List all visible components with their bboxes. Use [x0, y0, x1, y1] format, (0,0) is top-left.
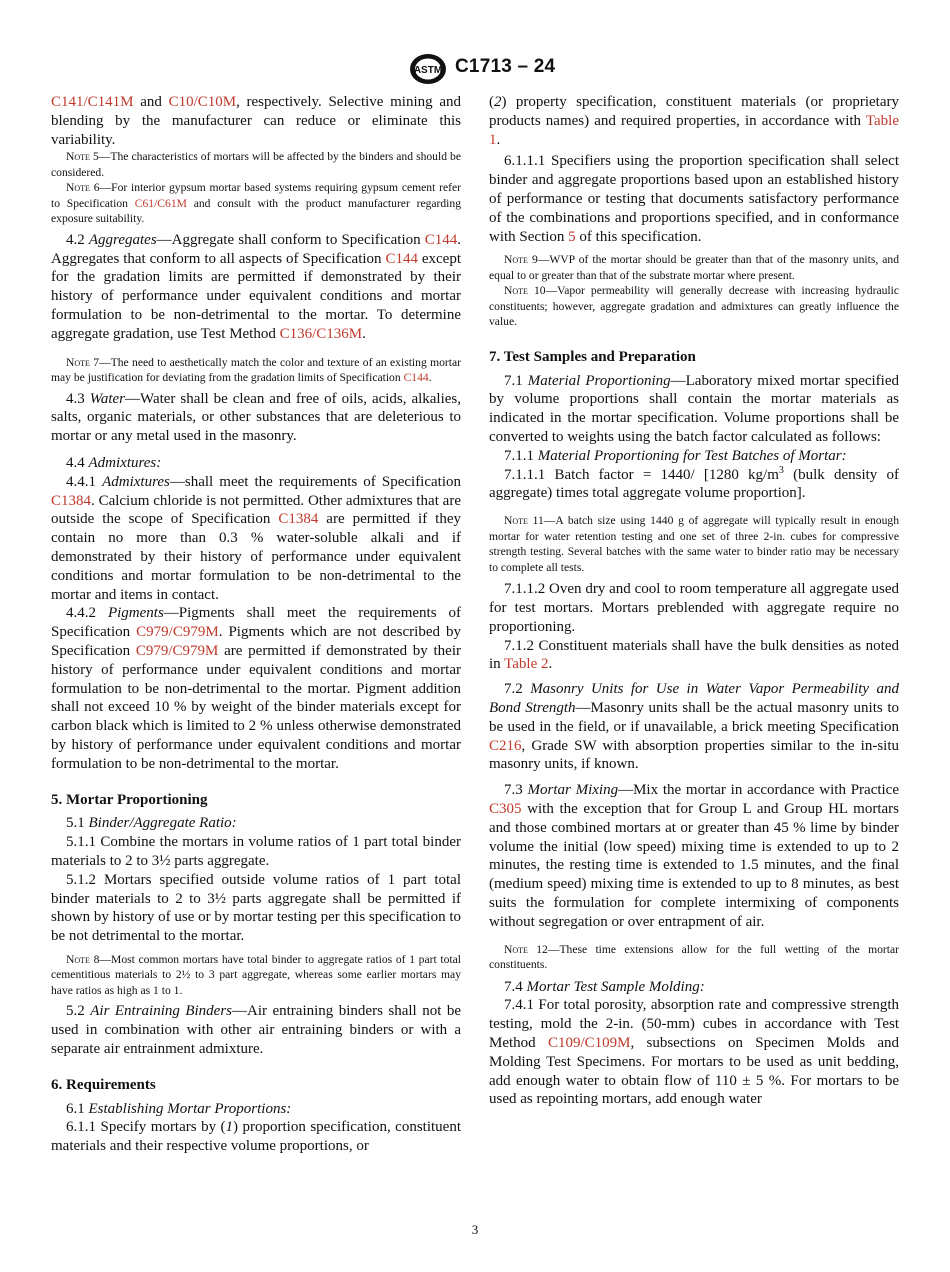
section-heading-6: 6. Requirements — [51, 1076, 156, 1093]
section-heading-5: 5. Mortar Proportioning — [51, 791, 208, 808]
paragraph-4-1-continued: C141/C141M and C10/C10M, respectively. Selective mining and blending by the manufacturer can reduce or eliminate this variability. — [51, 94, 461, 148]
paragraph-7-1-2: 7.1.2 Constituent materials shall have the bulk densities as noted in Table 2. — [489, 637, 899, 673]
page-number: 3 — [471, 1222, 479, 1237]
note-5: Note 5—The characteristics of mortars will be affected by the binders and should be considered. — [51, 150, 461, 179]
svg-text:ASTM: ASTM — [413, 65, 443, 76]
ref-link-c141[interactable]: C141/C141M — [51, 94, 134, 110]
paragraph-4-4-2: 4.4.2 Pigments—Pigments shall meet the requirements of Specification C979/C979M. Pigments which are not described by Specification C979/C979M are permitted if demonstrated by their history of performance under equivalent conditions and mortar formulation to be non-detrimental to the mortar. Pigment addition shall not exceed 10 % by weight of the binder materials except for carbon black which is limited to 2 % unless otherwise demonstrated by history of performance under equivalent conditions and mortar formulation to be non-detrimental to the mortar. — [51, 605, 462, 772]
document-designation: C1713 – 24 — [455, 56, 556, 77]
ref-link-c979[interactable]: C979/C979M — [135, 643, 219, 660]
ref-link-table-2[interactable]: Table 2 — [504, 656, 549, 673]
ref-link-c144[interactable]: C144 — [403, 371, 429, 385]
paragraph-7-4-1: 7.4.1 For total porosity, absorption rate and compressive strength testing, mold the 2-in. (50-mm) cubes in accordance with Test Method C109/C109M, subsections on Specimen Molds and Molding Test Specimens. For mortars to be used as unit bedding, add enough water to obtain flow of 110 ± 5 %. For mortars to be used as repointing mortars, add enough water — [489, 997, 899, 1108]
ref-link-c61[interactable]: C61/C61M — [134, 196, 187, 210]
paragraph-4-4-1: 4.4.1 Admixtures—shall meet the requirements of Specification C1384. Calcium chloride is not permitted. Other admixtures that are outside the scope of Specification C1384 are permitted if they contain no more than 0.3 % water-soluble alkali and if demonstrated by their history of performance under equivalent conditions and mortar formulation to be non-detrimental to the mortar and items in contact. — [51, 473, 462, 603]
paragraph-5-1-1: 5.1.1 Combine the mortars in volume ratios of 1 part total binder materials to 2 to 3½ parts aggregate. — [51, 834, 461, 869]
paragraph-7-4: 7.4 Mortar Test Sample Molding: — [504, 978, 705, 995]
paragraph-4-2: 4.2 Aggregates—Aggregate shall conform to Specification C144. Aggregates that conform to all aspects of Specification C144 except for the gradation limits are permitted if demonstrated by their history of performance under equivalent conditions and mortar formulation to be non-detrimental to the mortar. To determine aggregate gradation, use Test Method C136/C136M. — [51, 231, 462, 342]
note-12: Note 12—These time extensions allow for the full wetting of the mortar constituents. — [489, 942, 899, 972]
note-7: Note 7—The need to aesthetically match the color and texture of an existing mortar may be justification for deviating from the gradation limits of Specification C144. — [51, 355, 461, 385]
note-11: Note 11—A batch size using 1440 g of aggregate will typically result in enough mortar for water retention testing and one set of three 2-in. cubes for compressive strength testing. Several batches with the same water to binder ratio may be necessary to complete all tests. — [489, 514, 899, 574]
paragraph-7-3: 7.3 Mortar Mixing—Mix the mortar in accordance with Practice C305 with the exception that for Group L and Group HL mortars and those combined mortars at or greater than 45 % lime by binder volume the initial (low speed) mixing time is extended to up to 2 minutes, the resting time is extended to 1.5 minutes, and the final (medium speed) mixing time is extended to up to 8 minutes, as best suits the formulation for complete intermixing of components without segregation or over entrapment of air. — [489, 782, 899, 930]
paragraph-6-1: 6.1 Establishing Mortar Proportions: — [66, 1100, 292, 1117]
page-header — [0, 52, 950, 88]
paragraph-6-1-1: 6.1.1 Specify mortars by (1) proportion specification, constituent materials and their respective volume proportions, or — [51, 1119, 461, 1155]
ref-link-c305[interactable]: C305 — [489, 801, 522, 818]
ref-link-table-1[interactable]: Table 1 — [489, 112, 899, 148]
paragraph-6-1-1-1: 6.1.1.1 Specifiers using the proportion specification shall select binder and aggregate proportions based upon an established history of performance or testing that documents satisfactory performance of the combinations and proportions specified, and in conformance with Section 5 of this specification. — [489, 153, 899, 245]
right-column — [489, 93, 899, 1109]
note-9: Note 9—WVP of the mortar should be greater than that of the masonry units, and equal to or greater than that of the substrate mortar where present. — [489, 253, 899, 282]
section-heading-7: 7. Test Samples and Preparation — [489, 348, 696, 365]
paragraph-4-4: 4.4 Admixtures: — [66, 455, 162, 472]
ref-link-c979[interactable]: C979/C979M — [136, 624, 219, 641]
paragraph-7-1-1: 7.1.1 Material Proportioning for Test Batches of Mortar: — [504, 447, 847, 464]
ref-link-c136[interactable]: C136/C136M — [279, 325, 363, 342]
ref-link-c1384[interactable]: C1384 — [278, 511, 319, 528]
paragraph-5-1: 5.1 Binder/Aggregate Ratio: — [66, 815, 237, 832]
ref-link-c1384[interactable]: C1384 — [51, 492, 92, 509]
note-6: Note 6—For interior gypsum mortar based systems requiring gypsum cement refer to Specification C61/C61M and consult with the product manufacturer regarding exposure suitability. — [51, 181, 462, 226]
paragraph-5-2: 5.2 Air Entraining Binders—Air entraining binders shall not be used in combination with other air entraining binders or with a separate air entrainment admixture. — [51, 1003, 461, 1058]
note-8: Note 8—Most common mortars have total binder to aggregate ratios of 1 part total cementitious materials to 2½ to 3 part aggregate, whereas some earlier mortars may have ratios as high as 1 to 1. — [51, 952, 461, 997]
paragraph-6-1-1-continued: (2) property specification, constituent materials (or proprietary products names) and required properties, in accordance with Table 1. — [489, 94, 899, 148]
paragraph-7-1: 7.1 Material Proportioning—Laboratory mixed mortar specified by volume proportions shall contain the mortar materials as indicated in the mortar specification. Volume proportions shall be converted to weights using the batch factor calculated as follows: — [489, 372, 899, 446]
ref-link-c216[interactable]: C216 — [489, 737, 522, 754]
ref-link-section-5[interactable]: 5 — [568, 228, 576, 245]
note-10: Note 10—Vapor permeability will generally decrease with increasing hydraulic constituents; however, aggregate gradation and admixtures can greatly influence the value. — [489, 284, 899, 329]
ref-link-c144[interactable]: C144 — [385, 250, 418, 267]
paragraph-7-1-1-2: 7.1.1.2 Oven dry and cool to room temperature all aggregate used for test mortars. Mortars preblended with aggregate require no proportioning. — [489, 581, 899, 635]
paragraph-7-1-1-1: 7.1.1.1 Batch factor = 1440/ [1280 $kg/m^3$ (bulk density of aggregate) times total aggregate volume proportion]. — [489, 464, 899, 502]
ref-link-c144[interactable]: C144 — [424, 231, 458, 248]
ref-link-c10[interactable]: C10/C10M — [168, 94, 237, 110]
paragraph-5-1-2: 5.1.2 Mortars specified outside volume ratios of 1 part total binder materials to 2 to 3½ parts aggregate shall be permitted if shown by history of use or by mortar testing per this specification to be not detrimental to the mortar. — [51, 871, 461, 945]
left-column — [51, 93, 461, 1156]
paragraph-4-3: 4.3 Water—Water shall be clean and free of oils, acids, alkalies, salts, organic materials, or other substances that are deleterious to mortar or any metal used in the masonry. — [51, 390, 462, 445]
astm-logo-icon — [408, 52, 448, 86]
ref-link-c109[interactable]: C109/C109M — [547, 1034, 631, 1051]
paragraph-7-2: 7.2 Masonry Units for Use in Water Vapor Permeability and Bond Strength—Masonry units shall be the actual masonry units to be used in the field, or if unavailable, a brick meeting Specification C216, Grade SW with absorption properties similar to the in-situ masonry units, if known. — [489, 681, 900, 773]
